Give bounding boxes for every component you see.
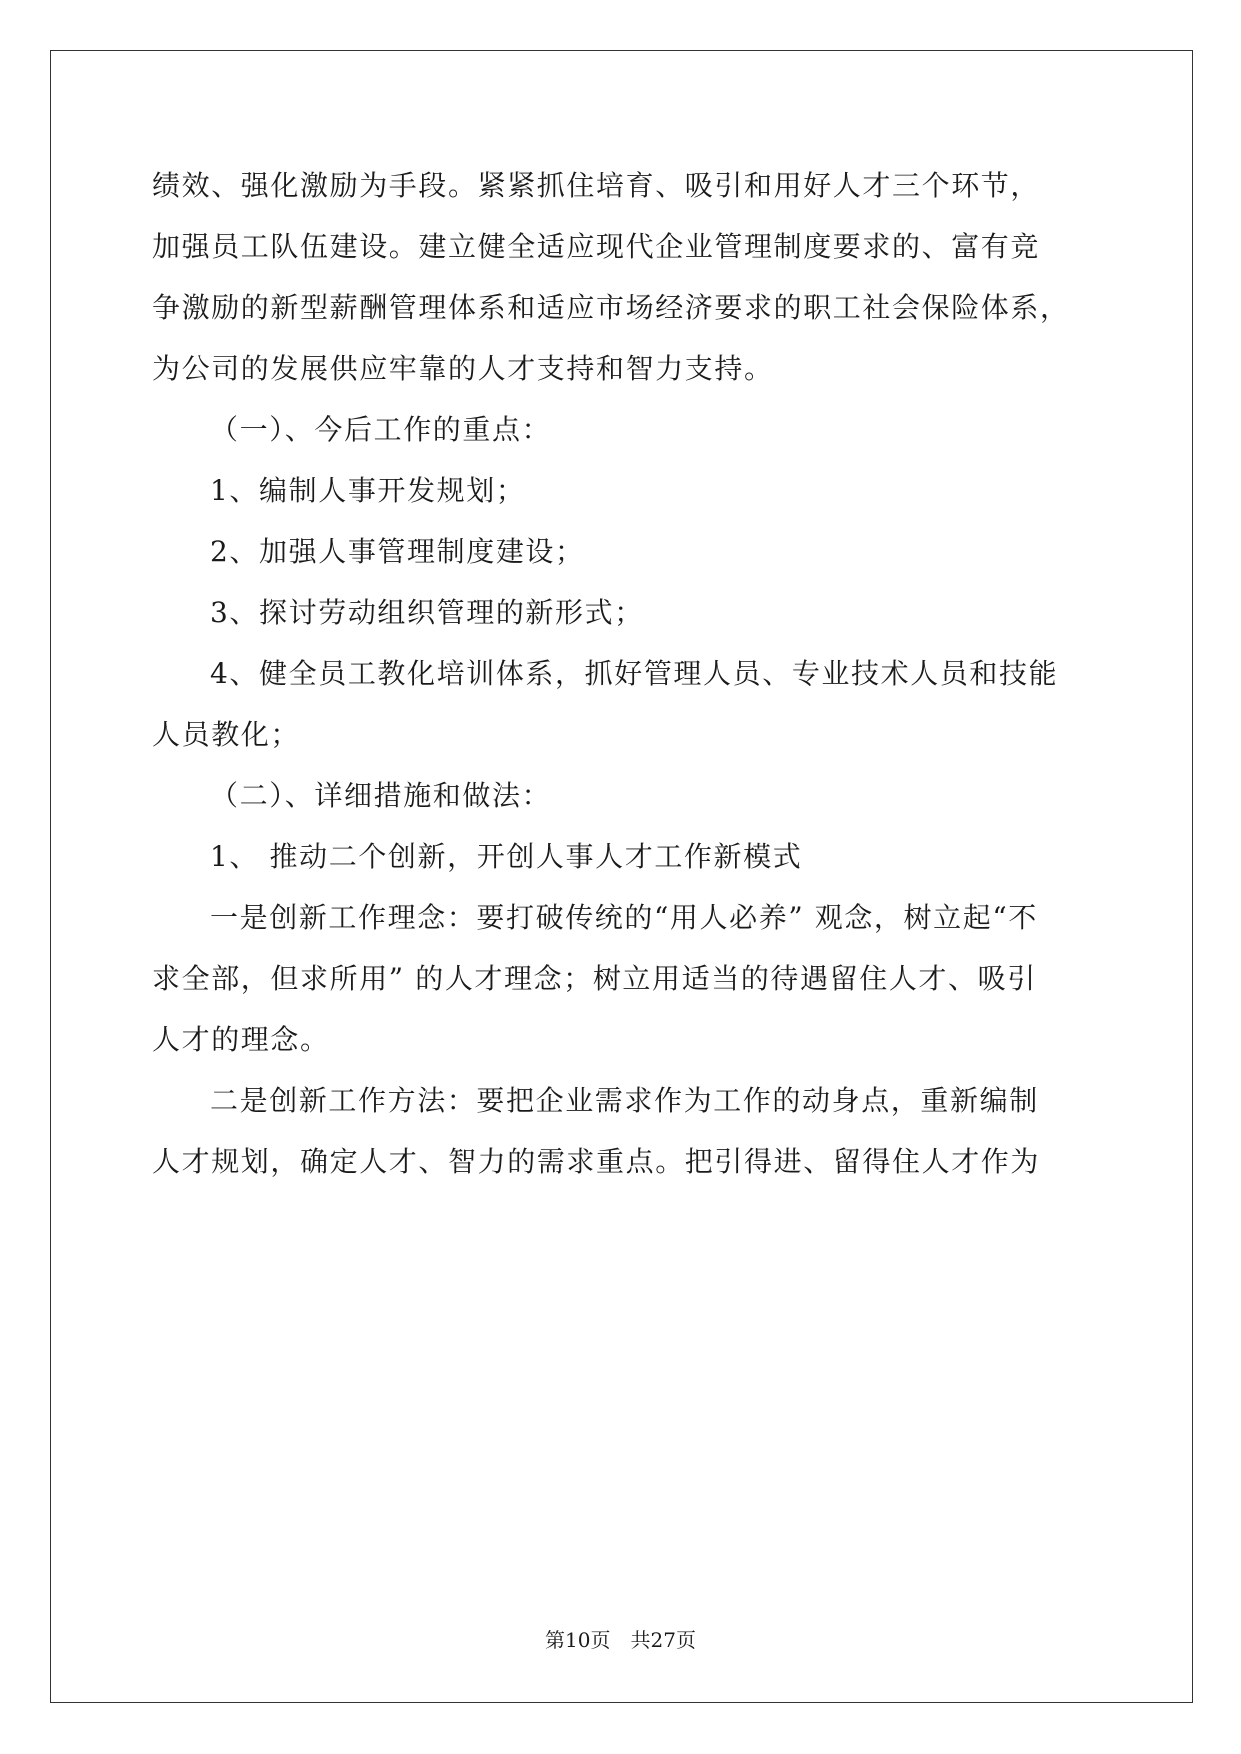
page-number-footer: 第10页 共27页: [545, 1628, 696, 1652]
document-body: [152, 155, 1092, 1192]
text-line: 人才的理念。: [152, 1023, 330, 1056]
list-item: 1、编制人事开发规划；: [210, 474, 526, 507]
list-item: 2、加强人事管理制度建设；: [210, 535, 585, 568]
text-line: 为公司的发展供应牢靠的人才支持和智力支持。: [152, 352, 774, 385]
text-line: 人员教化；: [152, 718, 301, 751]
list-item: 1、 推动二个创新，开创人事人才工作新模式: [210, 840, 803, 873]
paragraph-start: 一是创新工作理念：要打破传统的“用人必养” 观念，树立起“不: [210, 901, 1038, 934]
text-line: 人才规划，确定人才、智力的需求重点。把引得进、留得住人才作为: [152, 1145, 1041, 1178]
section-heading: （二）、详细措施和做法：: [210, 779, 552, 812]
text-line: 绩效、强化激励为手段。紧紧抓住培育、吸引和用好人才三个环节，: [152, 169, 1041, 202]
text-line: 加强员工队伍建设。建立健全适应现代企业管理制度要求的、富有竞: [152, 230, 1041, 263]
paragraph-start: 二是创新工作方法：要把企业需求作为工作的动身点，重新编制: [210, 1084, 1039, 1117]
text-line: 求全部，但求所用” 的人才理念；树立用适当的待遇留住人才、吸引: [152, 962, 1037, 995]
section-heading: （一）、今后工作的重点：: [210, 413, 552, 446]
text-line: 争激励的新型薪酬管理体系和适应市场经济要求的职工社会保险体系，: [152, 291, 1070, 324]
list-item: 3、探讨劳动组织管理的新形式；: [210, 596, 644, 629]
list-item: 4、健全员工教化培训体系，抓好管理人员、专业技术人员和技能: [210, 657, 1059, 690]
